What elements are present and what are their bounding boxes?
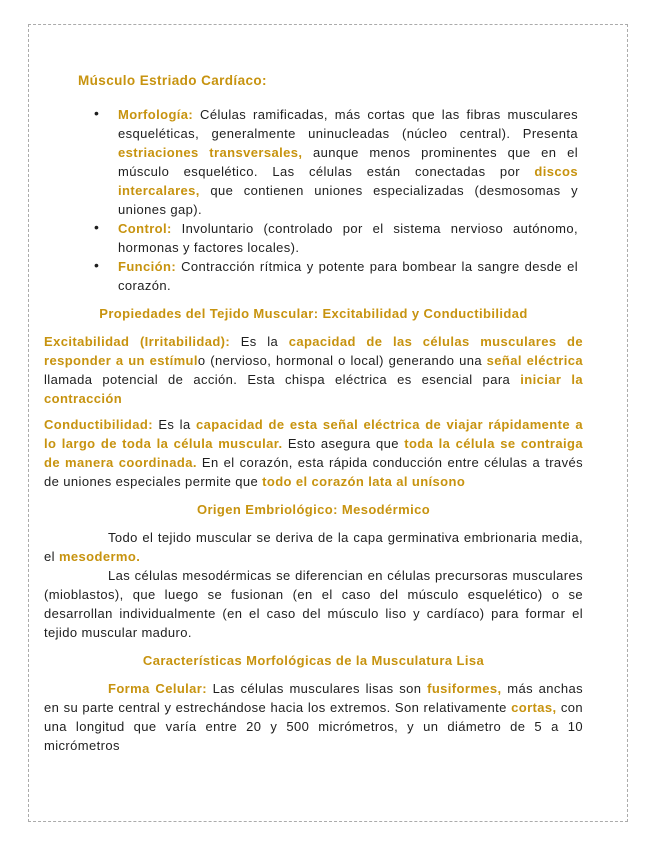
highlighted-text-run: estriaciones transversales,: [118, 145, 303, 160]
paragraph-mesodermo: [44, 528, 583, 566]
highlighted-text-run: Forma Celular:: [108, 681, 213, 696]
section-heading-caracteristicas: [44, 651, 583, 670]
paragraph-forma-celular: [44, 679, 583, 755]
highlighted-text-run: iniciar la contracción: [44, 372, 583, 406]
text-run: Involuntario (controlado por el sistema nervioso autónomo, hormonas y factores locales).: [118, 221, 578, 255]
highlighted-text-run: mesodermo.: [58, 549, 141, 564]
document-title: [44, 71, 583, 90]
bullet-item: [44, 219, 583, 257]
text-run: En el corazón, esta rápida conducción entre células a través de uniones especiales permite que: [44, 455, 583, 489]
text-run: llamada potencial de acción. Esta chispa eléctrica es esencial para: [44, 372, 521, 387]
document-content: [44, 71, 583, 755]
text-run: más anchas en su parte central y estrechándose hacia los extremos. Son relativamente: [44, 681, 583, 715]
highlighted-text-run: Músculo Estriado Cardíaco:: [78, 73, 267, 88]
highlighted-text-run: Morfología:: [118, 107, 201, 122]
highlighted-text-run: Origen Embriológico: Mesodérmico: [196, 502, 431, 517]
text-run: Es la: [240, 334, 289, 349]
text-run: Esto asegura que: [282, 436, 405, 451]
highlighted-text-run: discos intercalares,: [118, 164, 578, 198]
bullet-item: [44, 257, 583, 295]
text-run: Todo el tejido muscular se deriva de la capa germinativa embrionaria media, el: [44, 530, 583, 564]
highlighted-text-run: todo el corazón lata al unísono: [262, 474, 466, 489]
highlighted-text-run: cortas,: [511, 700, 557, 715]
highlighted-text-run: capacidad de las células musculares de responder a un estímul: [44, 334, 583, 368]
text-run: que contienen uniones especializadas (desmosomas y uniones gap).: [118, 183, 578, 217]
text-run: Las células mesodérmicas se diferencian en células precursoras musculares (mioblastos), que luego se fusionan (en el caso del músculo esquelético) o se desarrollan individualmente (en el caso del músculo liso y cardíaco) para formar el tejido muscular maduro.: [44, 568, 583, 640]
text-run: Es la: [158, 417, 196, 432]
highlighted-text-run: toda la célula se contraiga de manera coordinada.: [44, 436, 583, 470]
highlighted-text-run: Conductibilidad:: [44, 417, 159, 432]
text-run: Contracción rítmica y potente para bombear la sangre desde el corazón.: [118, 259, 578, 293]
text-run: Células ramificadas, más cortas que las fibras musculares esqueléticas, generalmente uninucleadas (núcleo central). Presenta: [118, 107, 578, 141]
paragraph-excitabilidad: [44, 332, 583, 408]
text-run: o (nervioso, hormonal o local) generando una: [197, 353, 487, 368]
highlighted-text-run: Excitabilidad (Irritabilidad):: [44, 334, 241, 349]
highlighted-text-run: Características Morfológicas de la Musculatura Lisa: [142, 653, 485, 668]
bullet-list: [44, 105, 583, 295]
highlighted-text-run: señal eléctrica: [486, 353, 583, 368]
paragraph-mioblastos: [44, 566, 583, 642]
paragraph-conductibilidad: [44, 415, 583, 491]
bullet-item: [44, 105, 583, 219]
highlighted-text-run: Función:: [118, 259, 182, 274]
section-heading-propiedades: [44, 304, 583, 323]
text-run: con una longitud que varía entre 20 y 500 micrómetros, y un diámetro de 5 a 10 micrómetros: [44, 700, 584, 753]
highlighted-text-run: Propiedades del Tejido Muscular: Excitabilidad y Conductibilidad: [99, 306, 528, 321]
text-run: aunque menos prominentes que en el músculo esquelético. Las células están conectadas por: [118, 145, 578, 179]
section-heading-origen: [44, 500, 583, 519]
highlighted-text-run: Control:: [118, 221, 182, 236]
highlighted-text-run: capacidad de esta señal eléctrica de viajar rápidamente a lo largo de toda la célula muscular.: [44, 417, 584, 451]
text-run: Las células musculares lisas son: [212, 681, 428, 696]
highlighted-text-run: fusiformes,: [427, 681, 502, 696]
